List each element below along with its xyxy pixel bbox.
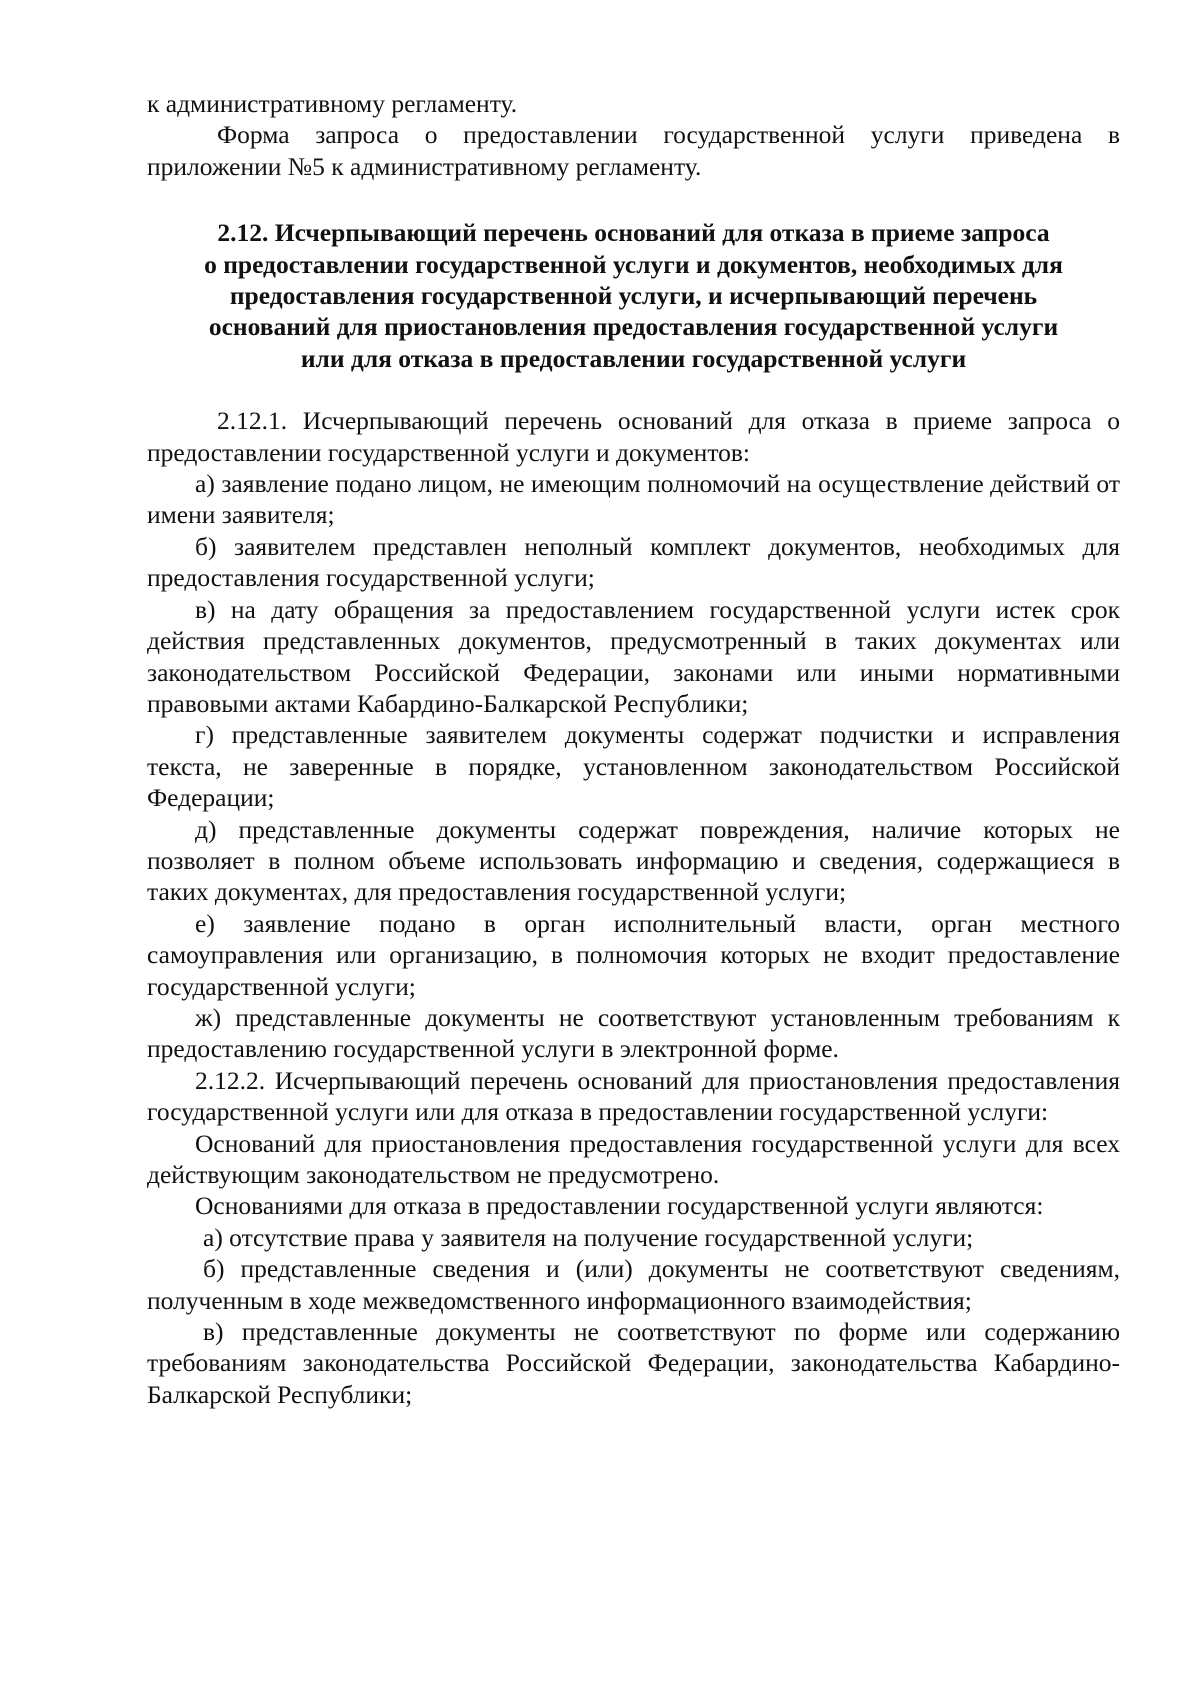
heading-line: предоставления государственной услуги, и исчерпывающий перечень	[229, 281, 1038, 311]
section-heading-text	[147, 217, 1120, 374]
paragraph-form-reference: Форма запроса о предоставлении государственной услуги приведена в приложении №5 к административному регламенту.	[147, 120, 1120, 181]
list-item-b: б) заявителем представлен неполный комплект документов, необходимых для предоставления государственной услуги;	[147, 531, 1120, 593]
document-page	[147, 88, 1120, 1410]
heading-line: или для отказа в предоставлении государственной услуги	[300, 343, 967, 373]
list-item-zh: ж) представленные документы не соответствуют установленным требованиям к предоставлению государственной услуги в электронной форме.	[147, 1002, 1120, 1064]
text-line-continuation: к административному регламенту.	[147, 89, 518, 118]
list-item-d: д) представленные документы содержат повреждения, наличие которых не позволяет в полном объеме использовать информацию и сведения, содержащиеся в таких документах, для предоставления государственной услуги;	[147, 814, 1120, 907]
heading-line: о предоставлении государственной услуги и документов, необходимых для	[204, 249, 1063, 279]
refusal-item-b: б) представленные сведения и (или) документы не соответствуют сведениям, полученным в ходе межведомственного информационного взаимодействия;	[147, 1254, 1120, 1315]
section-heading	[147, 217, 1120, 374]
list-item-v: в) на дату обращения за предоставлением государственной услуги истек срок действия представленных документов, предусмотренный в таких документах или законодательством Российской Федерации, законами или иными нормативными правовыми актами Кабардино-Балкарской Республики;	[147, 594, 1120, 718]
paragraph-no-suspension: Оснований для приостановления предоставления государственной услуги для всех действующим законодательством не предусмотрено.	[147, 1128, 1120, 1189]
refusal-item-a: а) отсутствие права у заявителя на получение государственной услуги;	[203, 1222, 974, 1252]
heading-line: 2.12. Исчерпывающий перечень оснований для отказа в приеме запроса	[217, 218, 1050, 248]
refusal-item-v: в) представленные документы не соответствуют по форме или содержанию требованиям законодательства Российской Федерации, законодательства Кабардино-Балкарской Республики;	[147, 1317, 1120, 1409]
paragraph-2-12-1-intro: 2.12.1. Исчерпывающий перечень оснований для отказа в приеме запроса о предоставлении государственной услуги и документов:	[147, 406, 1120, 467]
list-item-a: а) заявление подано лицом, не имеющим полномочий на осуществление действий от имени заявителя;	[147, 469, 1120, 530]
heading-line: оснований для приостановления предоставления государственной услуги	[208, 312, 1059, 342]
list-item-g: г) представленные заявителем документы содержат подчистки и исправления текста, не заверенные в порядке, установленном законодательством Российской Федерации;	[147, 720, 1120, 813]
paragraph-2-12-2-intro: 2.12.2. Исчерпывающий перечень оснований для приостановления предоставления государственной услуги или для отказа в предоставлении государственной услуги:	[147, 1065, 1120, 1127]
list-item-e: е) заявление подано в орган исполнительный власти, орган местного самоуправления или организацию, в полномочия которых не входит предоставление государственной услуги;	[147, 908, 1120, 1001]
paragraph-refusal-grounds: Основаниями для отказа в предоставлении государственной услуги являются:	[195, 1191, 1044, 1221]
